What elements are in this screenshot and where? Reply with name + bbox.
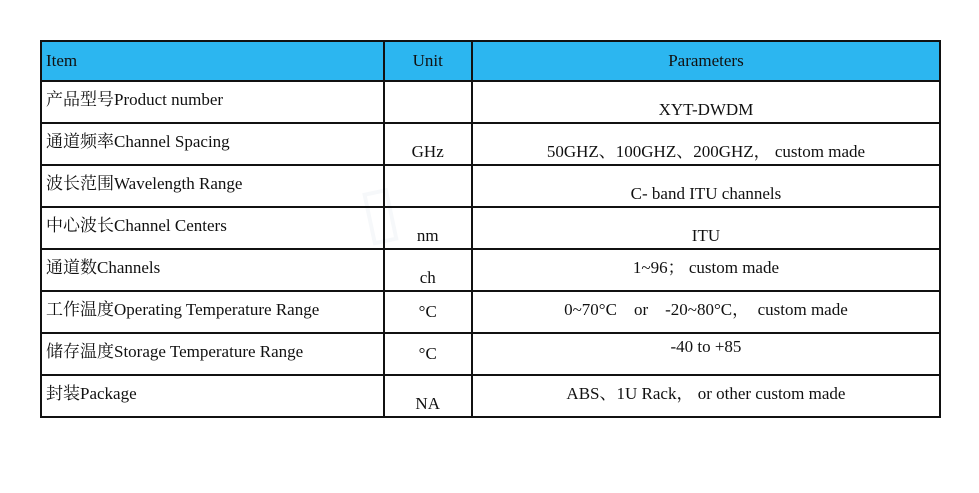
row-parameters: ABS、1U Rack， or other custom made	[472, 375, 940, 417]
header-item: Item	[41, 41, 384, 81]
row-unit: ch	[384, 249, 472, 291]
row-unit: GHz	[384, 123, 472, 165]
row-item: 储存温度Storage Temperature Range	[41, 333, 384, 375]
row-parameters: 0~70°C or -20~80°C， custom made	[472, 291, 940, 333]
row-parameters: XYT-DWDM	[472, 81, 940, 123]
row-unit: °C	[384, 333, 472, 375]
table-row	[41, 81, 940, 123]
row-unit	[384, 81, 472, 123]
row-item: 通道数Channels	[41, 249, 384, 291]
row-item: 中心波长Channel Centers	[41, 207, 384, 249]
row-parameters: ITU	[472, 207, 940, 249]
row-parameters: C- band ITU channels	[472, 165, 940, 207]
row-parameters: 1~96； custom made	[472, 249, 940, 291]
table-header-row	[41, 41, 940, 81]
row-unit: NA	[384, 375, 472, 417]
watermark: ▯	[351, 166, 407, 256]
row-unit: °C	[384, 291, 472, 333]
table-row	[41, 165, 940, 207]
table-row	[41, 249, 940, 291]
row-unit: nm	[384, 207, 472, 249]
table-row	[41, 207, 940, 249]
row-unit	[384, 165, 472, 207]
table-row	[41, 375, 940, 417]
table-row	[41, 291, 940, 333]
table-row	[41, 123, 940, 165]
row-item: 波长范围Wavelength Range	[41, 165, 384, 207]
row-parameters: 50GHZ、100GHZ、200GHZ， custom made	[472, 123, 940, 165]
table-row	[41, 333, 940, 375]
header-unit: Unit	[384, 41, 472, 81]
row-item: 通道频率Channel Spacing	[41, 123, 384, 165]
row-item: 封装Package	[41, 375, 384, 417]
row-item: 工作温度Operating Temperature Range	[41, 291, 384, 333]
row-item: 产品型号Product number	[41, 81, 384, 123]
header-parameters: Parameters	[472, 41, 940, 81]
row-parameters: -40 to +85	[472, 333, 940, 375]
spec-table	[40, 40, 941, 418]
